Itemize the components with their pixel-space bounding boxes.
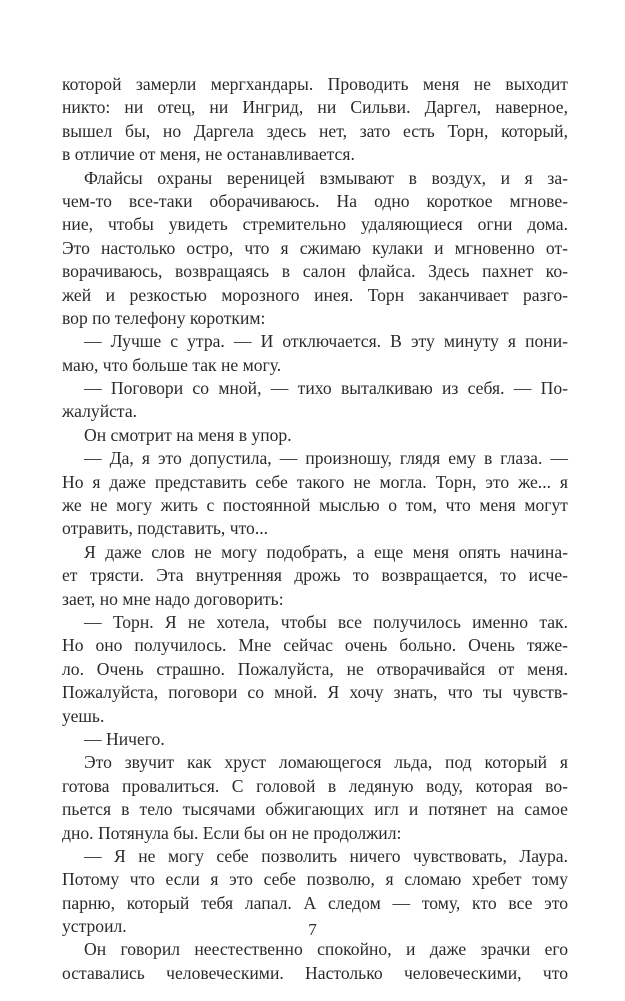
- text-line: — Ничего.: [84, 728, 165, 749]
- text-line: жей и резкостью морозного инея. Торн заканчивает разго-: [62, 284, 568, 305]
- text-line: Но оно получилось. Мне сейчас очень больно. Очень тяже-: [62, 635, 568, 656]
- text-line: — Я не могу себе позволить ничего чувствовать, Лаура.: [84, 845, 568, 866]
- text-line: жалуйста.: [62, 401, 138, 422]
- text-line: зает, но мне надо договорить:: [62, 588, 284, 609]
- text-line: никто: ни отец, ни Ингрид, ни Сильви. Даргел, наверное,: [62, 97, 568, 118]
- text-line: ло. Очень страшно. Пожалуйста, не отворачивайся от меня.: [62, 658, 568, 679]
- text-line: Потому что если я это себе позволю, я сломаю хребет тому: [62, 869, 568, 890]
- text-line: — Лучше с утра. — И отключается. В эту минуту я пони-: [84, 331, 568, 352]
- text-line: парню, который тебя лапал. А следом — тому, кто все это: [62, 892, 568, 913]
- text-line: вор по телефону коротким:: [62, 307, 266, 328]
- text-line: ние, чтобы увидеть стремительно удаляющиеся огни дома.: [62, 214, 568, 235]
- text-line: ет трясти. Эта внутренняя дрожь то возвращается, то исче-: [62, 565, 568, 586]
- text-line: — Торн. Я не хотела, чтобы все получилось именно так.: [84, 611, 568, 632]
- text-line: ворачиваюсь, возвращаясь в салон флайса. Здесь пахнет ко-: [62, 261, 568, 282]
- text-line: дно. Потянула бы. Если бы он не продолжил:: [62, 822, 402, 843]
- text-line: Пожалуйста, поговори со мной. Я хочу знать, что ты чувств-: [62, 682, 568, 703]
- text-line: оставались человеческими. Настолько человеческими, что: [62, 962, 568, 983]
- text-line: Он говорил неестественно спокойно, и даже зрачки его: [84, 939, 568, 960]
- text-line: маю, что больше так не могу.: [62, 354, 282, 375]
- page-number: 7: [308, 920, 317, 939]
- text-line: же не могу жить с постоянной мыслью о том, что меня могут: [62, 495, 568, 516]
- text-line: — Да, я это допустила, — произношу, глядя ему в глаза. —: [84, 448, 568, 469]
- text-line: Это звучит как хруст ломающегося льда, под который я: [84, 752, 568, 773]
- text-line: Но я даже представить себе такого не могла. Торн, это же... я: [62, 471, 568, 492]
- text-line: Это настолько остро, что я сжимаю кулаки и мгновенно от-: [62, 237, 568, 258]
- text-line: уешь.: [62, 705, 105, 726]
- text-line: Он смотрит на меня в упор.: [84, 424, 292, 445]
- text-line: Я даже слов не могу подобрать, а еще меня опять начина-: [84, 541, 568, 562]
- text-line: готова провалиться. С головой в ледяную воду, которая во-: [62, 775, 568, 796]
- text-line: чем-то все-таки оборачиваюсь. На одно короткое мгнове-: [62, 190, 568, 211]
- text-line: которой замерли мергхандары. Проводить меня не выходит: [62, 74, 568, 94]
- text-line: вышел бы, но Даргела здесь нет, зато есть Торн, который,: [62, 120, 568, 141]
- text-line: Флайсы охраны вереницей взмывают в воздух, и я за-: [84, 167, 568, 188]
- text-line: пьется в тело тысячами обжигающих игл и потянет на самое: [62, 799, 568, 820]
- text-line: в отличие от меня, не останавливается.: [62, 144, 355, 165]
- text-line: устроил.: [62, 916, 127, 937]
- body-text: [62, 73, 568, 985]
- text-line: — Поговори со мной, — тихо выталкиваю из себя. — По-: [84, 378, 568, 399]
- text-line: отравить, подставить, что...: [62, 518, 269, 539]
